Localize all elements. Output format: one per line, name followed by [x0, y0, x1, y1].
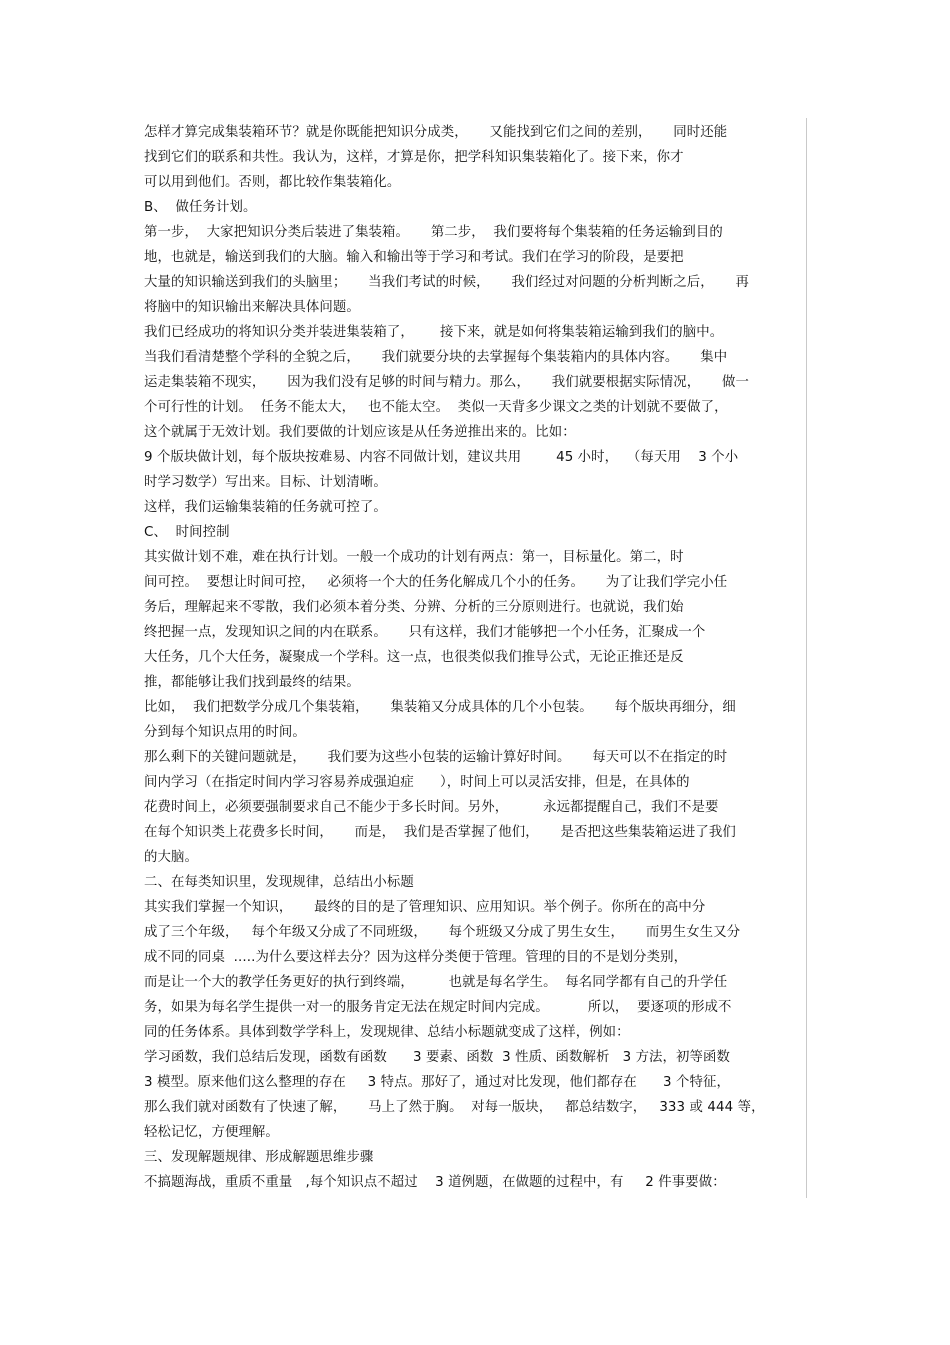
text-line: 轻松记忆，方便理解。 [144, 1125, 279, 1140]
text-line: 同的任务体系。具体到数学学科上，发现规律、总结小标题就变成了这样，例如： [144, 1025, 630, 1040]
text-line: 其实做计划不难，难在执行计划。一般一个成功的计划有两点：第一，目标量化。第二，时 [144, 550, 684, 565]
text-line: 时学习数学）写出来。目标、计划清晰。 [144, 475, 387, 490]
text-line: 第一步， 大家把知识分类后装进了集装箱。 第二步， 我们要将每个集装箱的任务运输到目的 [144, 225, 723, 240]
text-line: 地，也就是，输送到我们的大脑。输入和输出等于学习和考试。我们在学习的阶段，是要把 [144, 250, 684, 265]
text-line: 那么我们就对函数有了快速了解， 马上了然于胸。 对每一版块， 都总结数字， 333 或 444 等， [144, 1100, 765, 1115]
text-line: 而是让一个大的教学任务更好的执行到终端， 也就是每名学生。 每名同学都有自己的升学任 [144, 975, 728, 990]
text-line: 我们已经成功的将知识分类并装进集装箱了， 接下来，就是如何将集装箱运输到我们的脑中。 [144, 325, 724, 340]
document-body [144, 120, 804, 1195]
text-line: 成不同的同桌 .....为什么要这样去分？因为这样分类便于管理。管理的目的不是划分类别， [144, 950, 688, 965]
text-line: C、 时间控制 [144, 525, 230, 540]
right-margin-rule [806, 118, 807, 1198]
text-line: 务，如果为每名学生提供一对一的服务肯定无法在规定时间内完成。 所以， 要逐项的形成不 [144, 1000, 732, 1015]
text-line: 找到它们的联系和共性。我认为，这样，才算是你，把学科知识集装箱化了。接下来，你才 [144, 150, 684, 165]
text-line: 大量的知识输送到我们的头脑里； 当我们考试的时候， 我们经过对问题的分析判断之后， 再 [144, 275, 749, 290]
text-line: 运走集装箱不现实， 因为我们没有足够的时间与精力。那么， 我们就要根据实际情况， 做一 [144, 375, 749, 390]
text-line: 9 个版块做计划，每个版块按难易、内容不同做计划，建议共用 45 小时， （每天用 3 个小 [144, 450, 739, 465]
text-line: 间内学习（在指定时间内学习容易养成强迫症 ），时间上可以灵活安排，但是，在具体的 [144, 775, 690, 790]
text-line: 比如， 我们把数学分成几个集装箱， 集装箱又分成具体的几个小包装。 每个版块再细分，细 [144, 700, 736, 715]
text-line: 这样，我们运输集装箱的任务就可控了。 [144, 500, 387, 515]
text-line: 终把握一点，发现知识之间的内在联系。 只有这样，我们才能够把一个小任务，汇聚成一个 [144, 625, 706, 640]
text-line: 三、发现解题规律、形成解题思维步骤 [144, 1150, 374, 1165]
text-line: 间可控。 要想让时间可控， 必须将一个大的任务化解成几个小的任务。 为了让我们学完小任 [144, 575, 728, 590]
text-line: 当我们看清楚整个学科的全貌之后， 我们就要分块的去掌握每个集装箱内的具体内容。 集中 [144, 350, 728, 365]
text-line: 这个就属于无效计划。我们要做的计划应该是从任务逆推出来的。比如： [144, 425, 576, 440]
text-line: 成了三个年级， 每个年级又分成了不同班级， 每个班级又分成了男生女生， 而男生女生又分 [144, 925, 741, 940]
text-line: 个可行性的计划。 任务不能太大， 也不能太空。 类似一天背多少课文之类的计划就不要做了， [144, 400, 728, 415]
text-line: 那么剩下的关键问题就是， 我们要为这些小包装的运输计算好时间。 每天可以不在指定的时 [144, 750, 728, 765]
text-line: 花费时间上，必须要强制要求自己不能少于多长时间。另外， 永远都提醒自己，我们不是要 [144, 800, 719, 815]
text-line: 推，都能够让我们找到最终的结果。 [144, 675, 360, 690]
text-line: B、 做任务计划。 [144, 200, 257, 215]
text-line: 怎样才算完成集装箱环节？就是你既能把知识分成类， 又能找到它们之间的差别， 同时还能 [144, 125, 728, 140]
text-line: 二、在每类知识里，发现规律，总结出小标题 [144, 875, 414, 890]
text-line: 在每个知识类上花费多长时间， 而是， 我们是否掌握了他们， 是否把这些集装箱运进了我们 [144, 825, 736, 840]
text-line: 其实我们掌握一个知识， 最终的目的是了管理知识、应用知识。举个例子。你所在的高中分 [144, 900, 706, 915]
text-line: 将脑中的知识输出来解决具体问题。 [144, 300, 360, 315]
text-line: 大任务，几个大任务，凝聚成一个学科。这一点，也很类似我们推导公式，无论正推还是反 [144, 650, 684, 665]
text-line: 学习函数，我们总结后发现，函数有函数 3 要素、函数 3 性质、函数解析 3 方法，初等函数 [144, 1050, 730, 1065]
text-line: 的大脑。 [144, 850, 198, 865]
text-line: 不搞题海战，重质不重量 ,每个知识点不超过 3 道例题，在做题的过程中，有 2 件事要做： [144, 1175, 726, 1190]
text-line: 务后，理解起来不零散，我们必须本着分类、分辨、分析的三分原则进行。也就说，我们始 [144, 600, 684, 615]
text-line: 可以用到他们。否则，都比较作集装箱化。 [144, 175, 401, 190]
text-line: 分到每个知识点用的时间。 [144, 725, 306, 740]
text-line: 3 模型。原来他们这么整理的存在 3 特点。那好了，通过对比发现，他们都存在 3 个特征， [144, 1075, 730, 1090]
